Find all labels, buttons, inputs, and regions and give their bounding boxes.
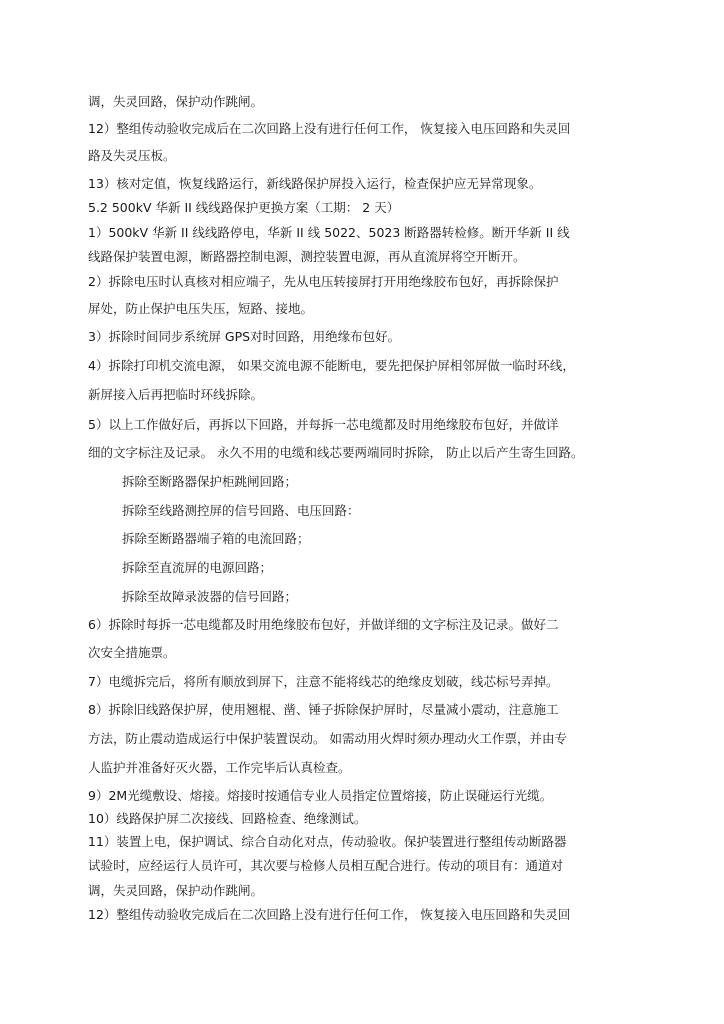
text-line: 2）拆除电压时认真核对相应端子，先从电压转接屏打开用绝缘胶布包好，再拆除保护	[88, 274, 559, 289]
text-line: 细的文字标注及记录。 永久不用的电缆和线芯要两端同时拆除， 防止以后产生寄生回路。	[88, 445, 584, 460]
section-heading: 5.2 500kV 华新 II 线线路保护更换方案（工期： 2 天）	[88, 200, 400, 215]
text-line: 5）以上工作做好后，再拆以下回路，并每拆一芯电缆都及时用绝缘胶布包好，并做详	[88, 417, 559, 432]
text-line: 3）拆除时间同步系统屏 GPS对时回路，用绝缘布包好。	[88, 329, 401, 344]
text-line: 4）拆除打印机交流电源， 如果交流电源不能断电，要先把保护屏相邻屏做一临时环线，	[88, 358, 575, 373]
text-line: 10）线路保护屏二次接线、回路检查、绝缘测试。	[88, 811, 367, 826]
text-line: 6）拆除时每拆一芯电缆都及时用绝缘胶布包好，并做详细的文字标注及记录。做好二	[88, 617, 559, 632]
text-line: 线路保护装置电源，断路器控制电源，测控装置电源，再从直流屏将空开断开。	[88, 249, 526, 264]
text-line: 7）电缆拆完后，将所有顺放到屏下，注意不能将线芯的绝缘皮划破，线芯标号弄掉。	[88, 674, 559, 689]
text-line: 次安全措施票。	[88, 645, 176, 660]
text-line: 11）装置上电，保护调试、综合自动化对点，传动验收。保护装置进行整组传动断路器	[88, 834, 567, 849]
text-line: 方法，防止震动造成运行中保护装置误动。 如需动用火焊时须办理动火工作票，并由专	[88, 731, 567, 746]
list-item: 拆除至线路测控屏的信号回路、电压回路：	[122, 503, 360, 518]
text-line: 调，失灵回路，保护动作跳闸。	[88, 883, 264, 898]
list-item: 拆除至断路器保护柜跳闸回路；	[122, 474, 298, 489]
list-item: 拆除至直流屏的电源回路；	[122, 560, 273, 575]
text-line: 8）拆除旧线路保护屏，使用翘棍、凿、锤子拆除保护屏时，尽量减小震动，注意施工	[88, 702, 559, 717]
text-line: 路及失灵压板。	[88, 148, 176, 163]
text-line: 屏处，防止保护电压失压，短路、接地。	[88, 301, 314, 316]
text-line: 新屏接入后再把临时环线拆除。	[88, 387, 264, 402]
text-line: 调，失灵回路，保护动作跳闸。	[88, 94, 264, 109]
list-item: 拆除至故障录波器的信号回路；	[122, 589, 298, 604]
text-line: 13）核对定值，恢复线路运行，新线路保护屏投入运行，检查保护应无异常现象。	[88, 176, 542, 191]
text-line: 1）500kV 华新 II 线线路停电，华新 II 线 5022、5023 断路器转检修。断开华新 II 线	[88, 225, 570, 240]
text-line: 12）整组传动验收完成后在二次回路上没有进行任何工作， 恢复接入电压回路和失灵回	[88, 907, 571, 922]
text-line: 12）整组传动验收完成后在二次回路上没有进行任何工作， 恢复接入电压回路和失灵回	[88, 121, 571, 136]
text-line: 试验时，应经运行人员许可，其次要与检修人员相互配合进行。传动的项目有：通道对	[88, 858, 564, 873]
list-item: 拆除至断路器端子箱的电流回路；	[122, 531, 310, 546]
text-line: 人监护并准备好灭火器，工作完毕后认真检查。	[88, 760, 351, 775]
text-line: 9）2M光缆敷设、熔接。熔接时按通信专业人员指定位置熔接，防止误碰运行光缆。	[88, 788, 553, 803]
